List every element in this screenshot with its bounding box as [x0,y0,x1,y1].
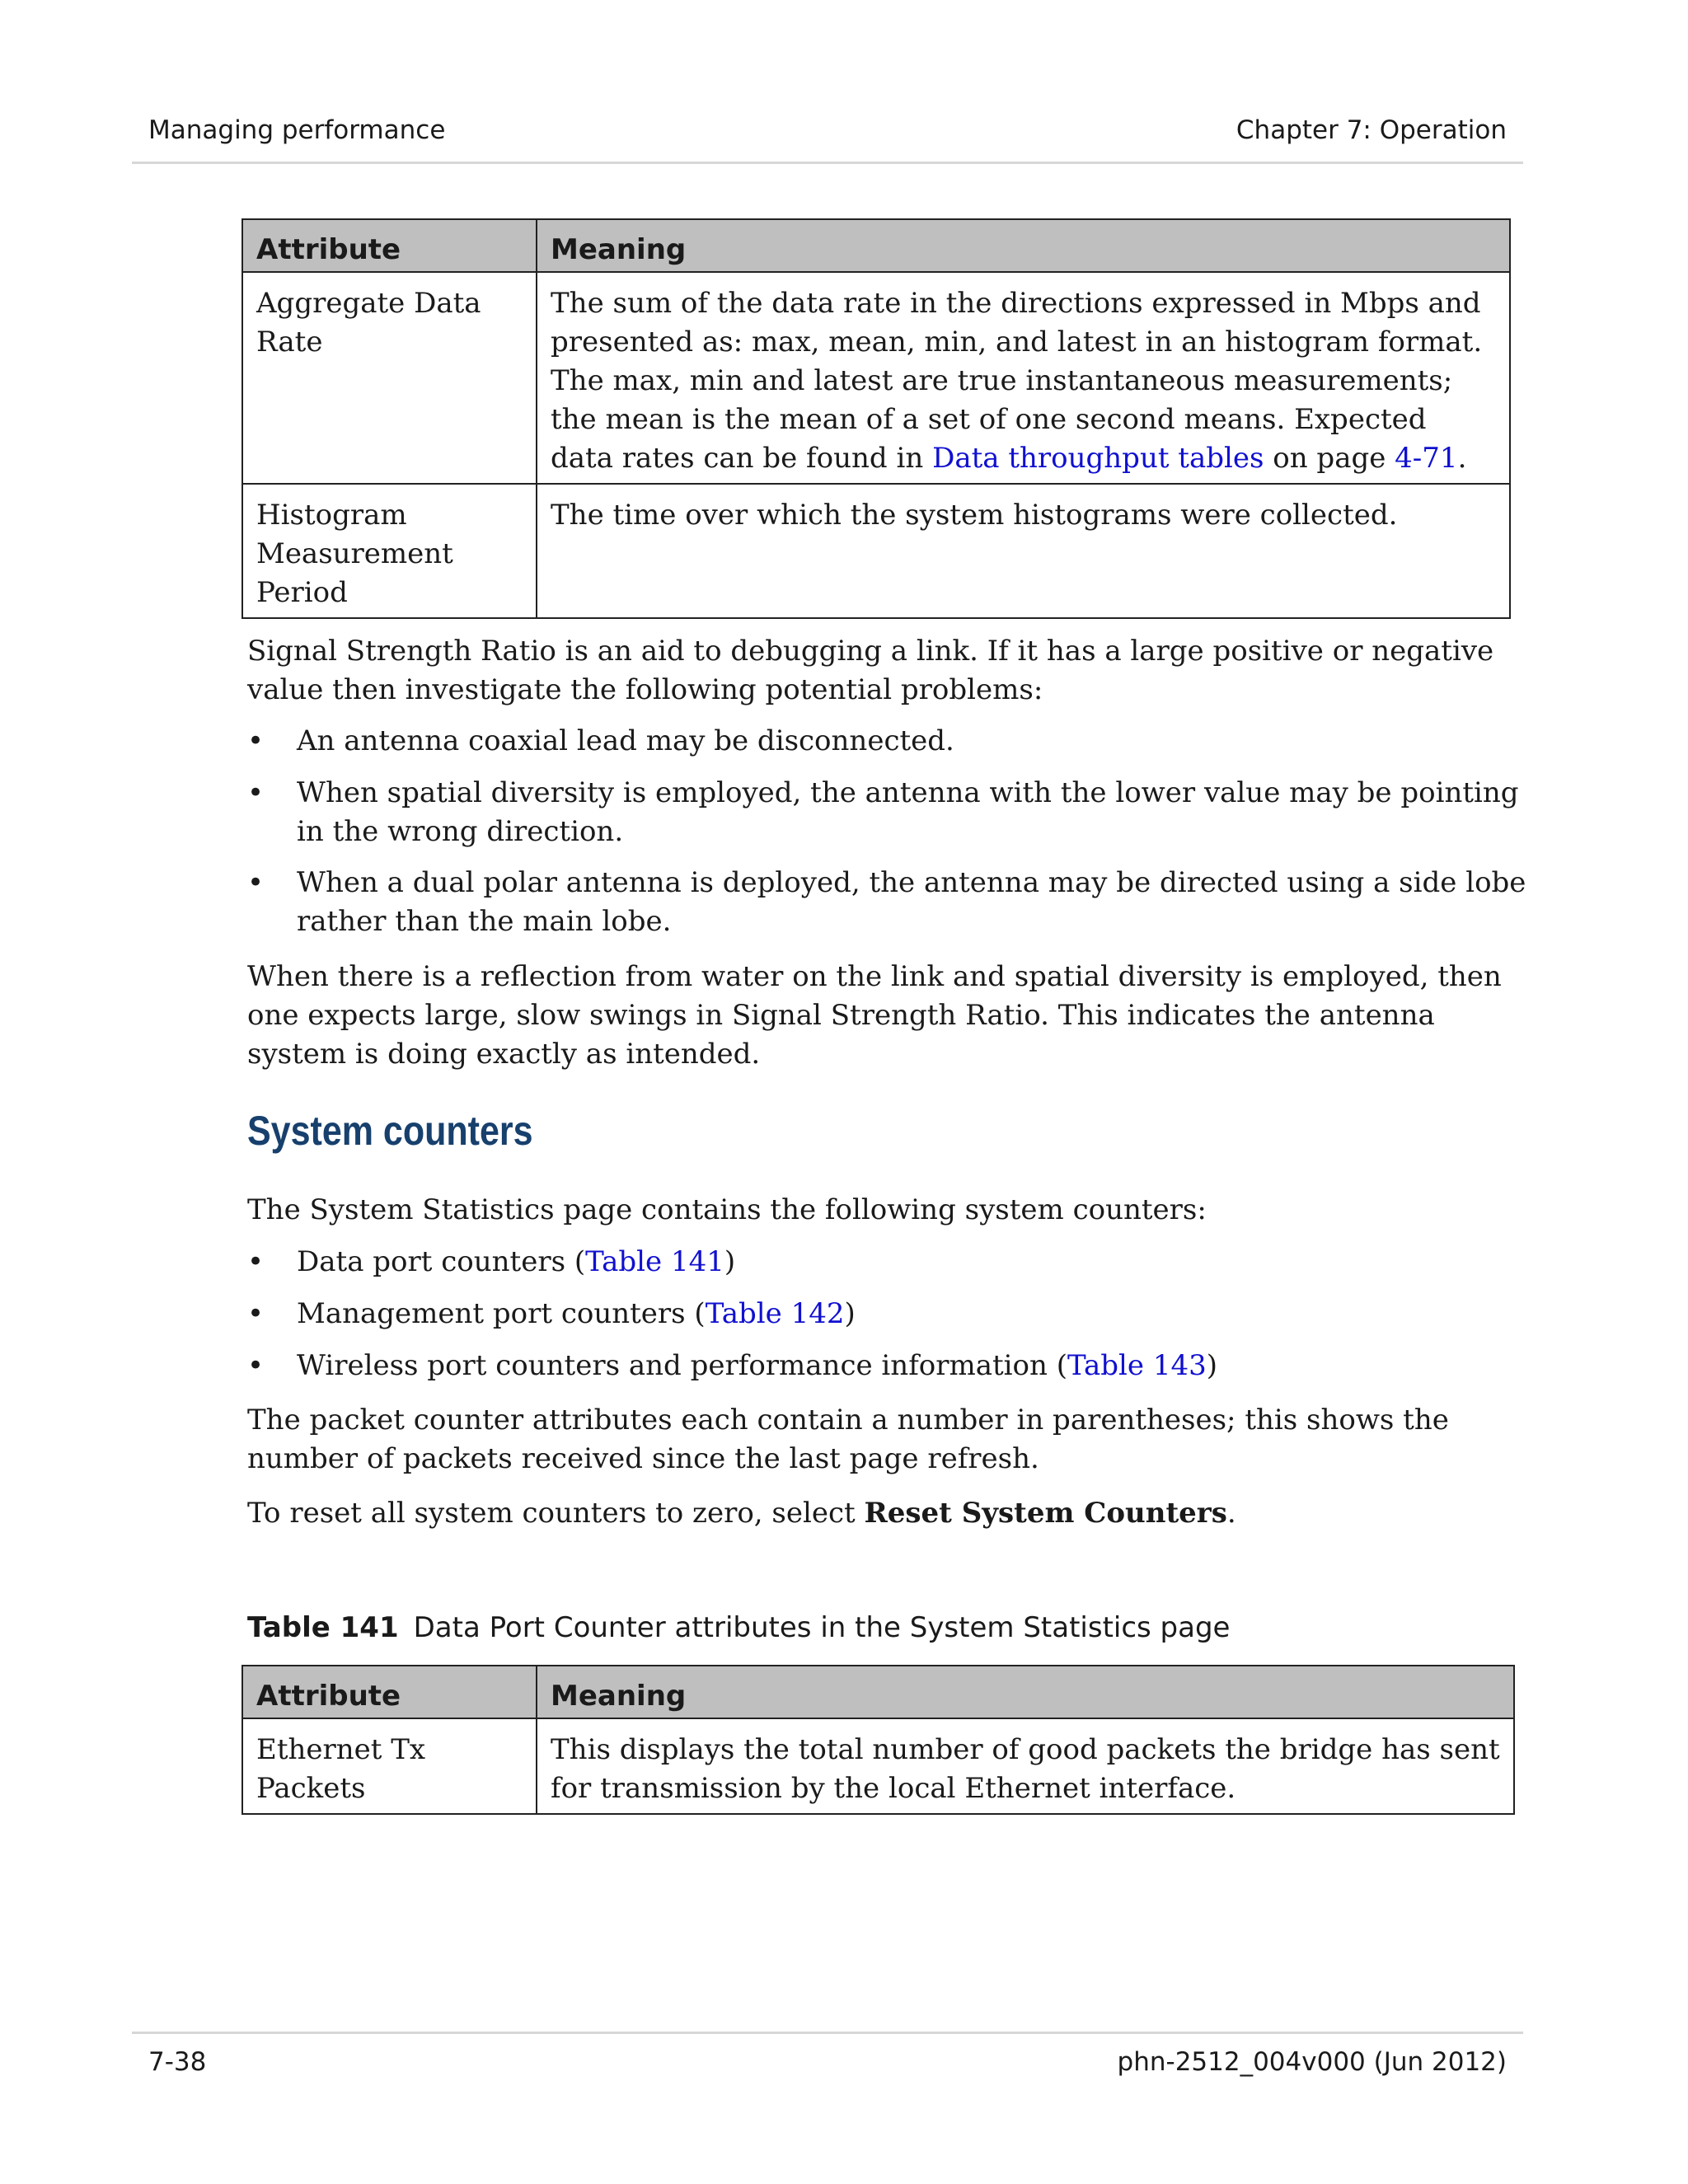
header-section-title: Managing performance [148,115,446,145]
column-header-meaning: Meaning [537,1666,1514,1718]
reset-counters-paragraph: To reset all system counters to zero, select Reset System Counters. [247,1497,1236,1530]
meaning-text: The sum of the data rate in the directions expressed in Mbps and presented as: max, mean, min, and latest in an histogram format. The max, min and latest are true instantaneous measurements; the mean is the mean of a set of one second means. Expected data rates can be found in Data throughput tables on page 4-71. [551,287,1483,475]
attribute-line: Ethernet Tx [256,1733,426,1766]
table-header-row [242,1666,1514,1718]
attribute-line: Packets [256,1772,366,1805]
reflection-paragraph: When there is a reflection from water on the link and spatial diversity is employed, then one expects large, slow swings in Signal Strength Ratio. This indicates the antenna system is doing exactly as intended. [247,960,1502,1071]
bullet-icon: • [247,866,265,899]
system-counters-intro: The System Statistics page contains the following system counters: [247,1193,1207,1226]
cell-attribute [242,484,537,618]
attribute-line: Aggregate Data [256,287,481,320]
bullet-icon: • [247,1297,265,1330]
table-caption-text: Data Port Counter attributes in the System Statistics page [413,1611,1231,1644]
table-row [242,1718,1514,1814]
list-item-text: When a dual polar antenna is deployed, the antenna may be directed using a side lobe rather than the main lobe. [297,866,1526,938]
table-143-link[interactable]: Table 143 [1067,1349,1207,1382]
packet-counter-paragraph: The packet counter attributes each contain a number in parentheses; this shows the number of packets received since the last page refresh. [247,1404,1449,1475]
attribute-line: Measurement [256,537,453,570]
table-row [242,484,1510,618]
header-chapter-title: Chapter 7: Operation [1236,115,1507,145]
table-142-link[interactable]: Table 142 [705,1297,845,1330]
list-item-text: Wireless port counters and performance information (Table 143) [297,1349,1218,1382]
column-header-attribute: Attribute [242,1666,537,1718]
attribute-line: Rate [256,326,323,359]
table-caption [247,1611,1230,1644]
list-item-text: Data port counters (Table 141) [297,1245,736,1278]
reset-system-counters-label: Reset System Counters [864,1497,1227,1530]
cell-meaning: This displays the total number of good packets the bridge has sent for transmission by the local Ethernet interface. [537,1718,1514,1814]
table-header-row [242,219,1510,272]
table-141-link[interactable]: Table 141 [585,1245,724,1278]
page-number: 7-38 [148,2047,207,2077]
section-heading: System counters [247,1108,533,1154]
document-id: phn-2512_004v000 (Jun 2012) [1117,2047,1507,2077]
data-port-counter-table [241,1665,1515,1815]
table-row [242,272,1510,484]
bullet-icon: • [247,1245,265,1278]
signal-strength-paragraph: Signal Strength Ratio is an aid to debugging a link. If it has a large positive or negative value then investigate the following potential problems: [247,635,1494,706]
list-item-text: When spatial diversity is employed, the antenna with the lower value may be pointing in the wrong direction. [297,776,1519,848]
bullet-icon: • [247,776,265,809]
page-reference-link[interactable]: 4-71 [1395,442,1458,475]
attribute-line: Period [256,576,348,609]
page-header [132,112,1523,164]
column-header-meaning: Meaning [537,219,1510,272]
list-item-text: An antenna coaxial lead may be disconnected. [297,724,954,757]
cell-meaning [537,272,1510,484]
cell-attribute [242,1718,537,1814]
attribute-table-continued [241,218,1511,619]
column-header-attribute: Attribute [242,219,537,272]
bullet-icon: • [247,724,265,757]
attribute-line: Histogram [256,499,407,532]
list-item-text: Management port counters (Table 142) [297,1297,856,1330]
page-footer [132,2032,1523,2083]
cell-meaning: The time over which the system histograms were collected. [537,484,1510,618]
table-caption-label: Table 141 [247,1611,399,1644]
bullet-icon: • [247,1349,265,1382]
data-throughput-tables-link[interactable]: Data throughput tables [932,442,1264,475]
cell-attribute [242,272,537,484]
